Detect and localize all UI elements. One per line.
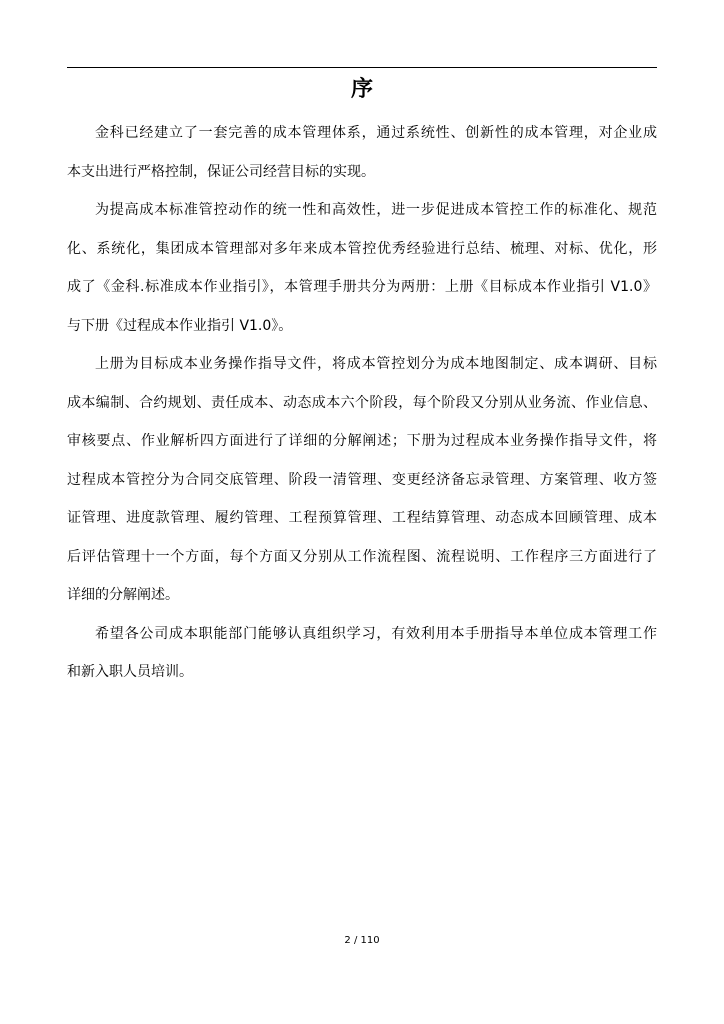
text-line: 详细的分解阐述。 [67,587,179,603]
text-line: 本支出进行严格控制，保证公司经营目标的实现。 [67,163,375,180]
text-line: 上册为目标成本业务操作指导文件，将成本管控划分为成本地图制定、成本调研、目标 [95,356,657,372]
text-line: 和新入职人员培训。 [67,664,193,680]
paragraph-3 [67,345,657,615]
text-line: 证管理、进度款管理、履约管理、工程预算管理、工程结算管理、动态成本回顾管理、成本 [67,510,657,526]
paragraph-1 [67,114,657,191]
document-body [67,114,657,692]
text-line: 金科已经建立了一套完善的成本管理体系，通过系统性、创新性的成本管理，对企业成 [95,125,657,141]
text-line: 成本编制、合约规划、责任成本、动态成本六个阶段，每个阶段又分别从业务流、作业信息、 [67,394,657,411]
paragraph-4 [67,615,657,692]
text-line: 成了《金科.标准成本作业指引》，本管理手册共分为两册：上册《目标成本作业指引 V1.0》 [67,279,657,295]
page-title: 序 [350,77,373,102]
text-line: 后评估管理十一个方面，每个方面又分别从工作流程图、流程说明、工作程序三方面进行了 [67,548,657,565]
text-line: 过程成本管控分为合同交底管理、阶段一清管理、变更经济备忘录管理、方案管理、收方签 [67,471,657,488]
text-line: 化、系统化，集团成本管理部对多年来成本管控优秀经验进行总结、梳理、对标、优化，形 [67,240,657,257]
text-line: 为提高成本标准管控动作的统一性和高效性，进一步促进成本管控工作的标准化、规范 [95,202,657,218]
header-rule [67,67,657,68]
page-number: 2 / 110 [344,935,380,946]
text-line: 审核要点、作业解析四方面进行了详细的分解阐述；下册为过程成本业务操作指导文件，将 [67,433,657,449]
paragraph-2 [67,191,657,345]
text-line: 希望各公司成本职能部门能够认真组织学习，有效利用本手册指导本单位成本管理工作 [95,625,657,642]
text-line: 与下册《过程成本作业指引 V1.0》。 [67,317,293,334]
